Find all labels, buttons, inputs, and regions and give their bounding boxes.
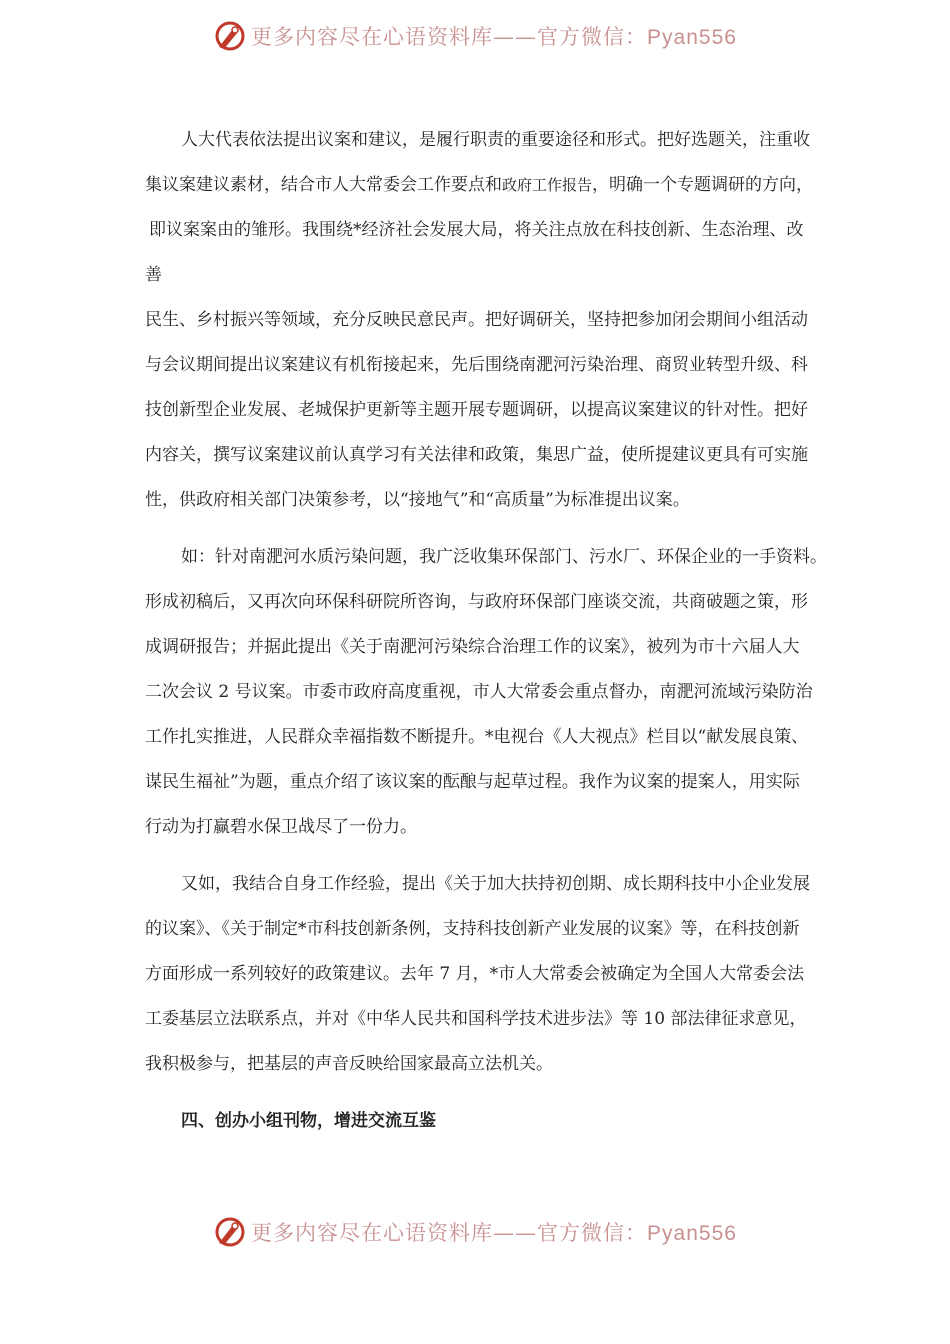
text-line: 内容关，撰写议案建议前认真学习有关法律和政策，集思广益，使所提建议更具有可实施 [145,445,808,465]
pen-logo-icon [213,1215,247,1249]
text-line: 民生、乡村振兴等领域，充分反映民意民声。把好调研关，坚持把参加闭会期间小组活动 [145,310,808,330]
text-line: 方面形成一系列较好的政策建议。去年 7 月，*市人大常委会被确定为全国人大常委会法 [145,964,805,984]
paragraph-1 [145,118,825,523]
text-line: 性，供政府相关部门决策参考，以“接地气”和“高质量”为标准提出议案。 [145,490,690,510]
text-line: 二次会议 2 号议案。市委市政府高度重视，市人大常委会重点督办，南淝河流域污染防治 [145,682,813,702]
wechat-id: Pyan556 [647,26,737,49]
text-line: 我积极参与，把基层的声音反映给国家最高立法机关。 [145,1054,553,1074]
text-line: 即议案案由的雏形。我围绕*经济社会发展大局，将关注点放在科技创新、生态治理、改 [149,220,804,240]
banner-text: 更多内容尽在心语资料库——官方微信：Pyan556 [251,25,737,49]
banner-text: 更多内容尽在心语资料库——官方微信：Pyan556 [251,1221,737,1245]
header-banner [0,16,950,56]
text-line: 如：针对南淝河水质污染问题，我广泛收集环保部门、污水厂、环保企业的一手资料。 [181,547,827,567]
text-line: 善 [145,265,162,285]
text-line: 行动为打赢碧水保卫战尽了一份力。 [145,817,417,837]
gov-report-term: 政府工作报告 [502,176,593,194]
paragraph-3 [145,862,825,1087]
text-line: 工作扎实推进，人民群众幸福指数不断提升。*电视台《人大视点》栏目以“献发展良策、 [145,727,809,747]
section-heading: 四、创办小组刊物，增进交流互鉴 [181,1111,436,1131]
text-line: 人大代表依法提出议案和建议，是履行职责的重要途径和形式。把好选题关，注重收 [181,130,810,150]
text-line: 谋民生福祉”为题，重点介绍了该议案的酝酿与起草过程。我作为议案的提案人，用实际 [145,772,800,792]
text-line: 形成初稿后，又再次向环保科研院所咨询，与政府环保部门座谈交流，共商破题之策，形 [145,592,808,612]
text-line: 的议案》、《关于制定*市科技创新条例，支持科技创新产业发展的议案》等，在科技创新 [145,919,800,939]
text-line: 与会议期间提出议案建议有机衔接起来，先后围绕南淝河污染治理、商贸业转型升级、科 [145,355,808,375]
pen-logo-icon [213,19,247,53]
text-line: 技创新型企业发展、老城保护更新等主题开展专题调研，以提高议案建议的针对性。把好 [145,400,808,420]
text-line: 工委基层立法联系点，并对《中华人民共和国科学技术进步法》等 10 部法律征求意见， [145,1009,807,1029]
text-line: 集议案建议素材，结合市人大常委会工作要点和政府工作报告，明确一个专题调研的方向， [145,175,814,195]
paragraph-2 [145,535,825,850]
text-line: 成调研报告；并据此提出《关于南淝河污染综合治理工作的议案》，被列为市十六届人大 [145,637,800,657]
document-body [145,118,825,1144]
footer-banner [0,1212,950,1252]
text-line: 又如，我结合自身工作经验，提出《关于加大扶持初创期、成长期科技中小企业发展 [181,874,810,894]
wechat-id: Pyan556 [647,1222,737,1245]
